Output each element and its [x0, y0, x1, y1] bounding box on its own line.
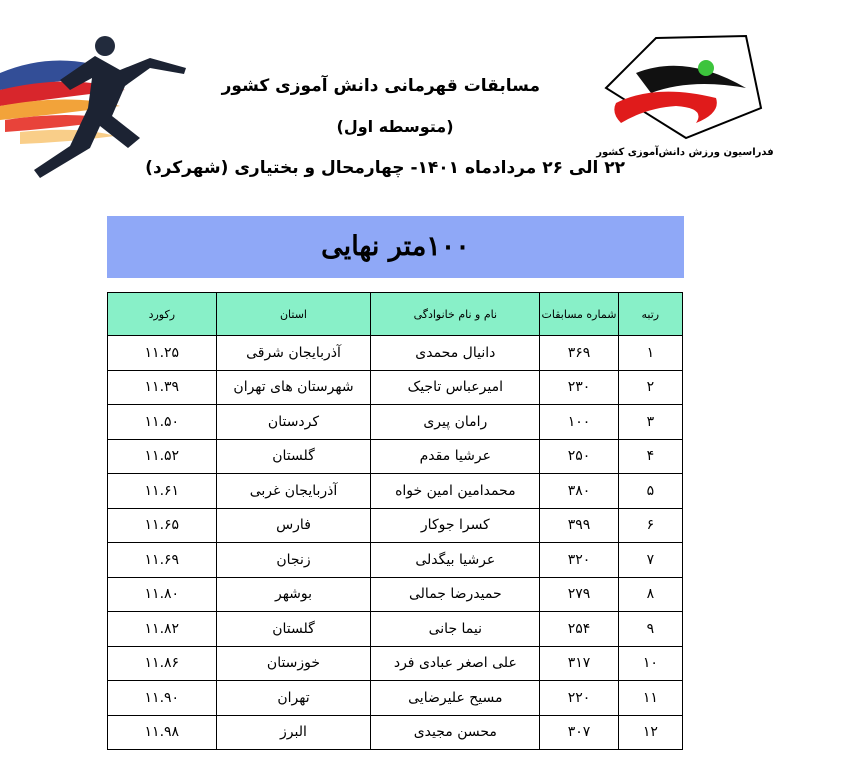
- table-row: [108, 577, 683, 612]
- cell-rank: ۲: [618, 370, 682, 405]
- table-row: [108, 405, 683, 440]
- cell-record: ۱۱.۹۰: [108, 681, 217, 716]
- header-number: شماره مسابقات: [540, 293, 618, 336]
- competition-title: مسابقات قهرمانی دانش آموزی کشور: [221, 76, 540, 96]
- cell-name: علی اصغر عبادی فرد: [371, 646, 540, 681]
- federation-name: فدراسیون ورزش دانش‌آموزی کشور: [596, 147, 774, 158]
- cell-name: رامان پیری: [371, 405, 540, 440]
- cell-number: ۳۹۹: [540, 508, 618, 543]
- cell-province: زنجان: [216, 543, 371, 578]
- cell-number: ۳۱۷: [540, 646, 618, 681]
- cell-name: مسیح علیرضایی: [371, 681, 540, 716]
- cell-province: گلستان: [216, 439, 371, 474]
- cell-record: ۱۱.۶۹: [108, 543, 217, 578]
- header-province: استان: [216, 293, 371, 336]
- cell-number: ۲۵۰: [540, 439, 618, 474]
- cell-rank: ۱۲: [618, 715, 682, 750]
- cell-record: ۱۱.۵۲: [108, 439, 217, 474]
- cell-province: خوزستان: [216, 646, 371, 681]
- competition-level: (متوسطه اول): [336, 117, 454, 136]
- cell-record: ۱۱.۸۲: [108, 612, 217, 647]
- cell-province: آذربایجان غربی: [216, 474, 371, 509]
- event-title: ۱۰۰متر نهایی: [321, 231, 470, 262]
- cell-number: ۲۲۰: [540, 681, 618, 716]
- cell-name: نیما جانی: [371, 612, 540, 647]
- cell-rank: ۱: [618, 336, 682, 371]
- table-header-row: [108, 293, 683, 336]
- cell-name: محسن مجیدی: [371, 715, 540, 750]
- table-row: [108, 336, 683, 371]
- cell-record: ۱۱.۸۰: [108, 577, 217, 612]
- cell-number: ۳۰۷: [540, 715, 618, 750]
- cell-number: ۱۰۰: [540, 405, 618, 440]
- cell-name: امیرعباس تاجیک: [371, 370, 540, 405]
- cell-name: عرشیا مقدم: [371, 439, 540, 474]
- date-location: ۲۲ الی ۲۶ مردادماه ۱۴۰۱- چهارمحال و بختیاری (شهرکرد): [145, 158, 625, 178]
- cell-name: حمیدرضا جمالی: [371, 577, 540, 612]
- table-row: [108, 681, 683, 716]
- cell-name: عرشیا بیگدلی: [371, 543, 540, 578]
- cell-rank: ۶: [618, 508, 682, 543]
- table-row: [108, 612, 683, 647]
- cell-record: ۱۱.۶۱: [108, 474, 217, 509]
- cell-province: تهران: [216, 681, 371, 716]
- event-banner: [107, 216, 684, 278]
- cell-rank: ۱۱: [618, 681, 682, 716]
- header-record: رکورد: [108, 293, 217, 336]
- cell-name: دانیال محمدی: [371, 336, 540, 371]
- table-row: [108, 370, 683, 405]
- cell-rank: ۷: [618, 543, 682, 578]
- cell-province: کردستان: [216, 405, 371, 440]
- cell-record: ۱۱.۳۹: [108, 370, 217, 405]
- table-row: [108, 646, 683, 681]
- cell-rank: ۸: [618, 577, 682, 612]
- header-rank: رتبه: [618, 293, 682, 336]
- cell-record: ۱۱.۶۵: [108, 508, 217, 543]
- cell-number: ۲۷۹: [540, 577, 618, 612]
- cell-number: ۲۳۰: [540, 370, 618, 405]
- cell-number: ۳۶۹: [540, 336, 618, 371]
- cell-number: ۲۵۴: [540, 612, 618, 647]
- results-table: [107, 292, 683, 750]
- cell-name: کسرا جوکار: [371, 508, 540, 543]
- table-row: [108, 543, 683, 578]
- cell-province: فارس: [216, 508, 371, 543]
- table-row: [108, 715, 683, 750]
- cell-province: گلستان: [216, 612, 371, 647]
- federation-logo-icon: [596, 28, 766, 143]
- table-row: [108, 474, 683, 509]
- table-row: [108, 439, 683, 474]
- header-name: نام و نام خانوادگی: [371, 293, 540, 336]
- table-row: [108, 508, 683, 543]
- cell-rank: ۹: [618, 612, 682, 647]
- cell-record: ۱۱.۲۵: [108, 336, 217, 371]
- cell-number: ۳۲۰: [540, 543, 618, 578]
- cell-province: آذربایجان شرقی: [216, 336, 371, 371]
- cell-record: ۱۱.۸۶: [108, 646, 217, 681]
- cell-rank: ۳: [618, 405, 682, 440]
- cell-record: ۱۱.۹۸: [108, 715, 217, 750]
- cell-rank: ۱۰: [618, 646, 682, 681]
- cell-rank: ۵: [618, 474, 682, 509]
- cell-number: ۳۸۰: [540, 474, 618, 509]
- cell-province: بوشهر: [216, 577, 371, 612]
- cell-province: البرز: [216, 715, 371, 750]
- cell-record: ۱۱.۵۰: [108, 405, 217, 440]
- cell-name: محمدامین امین خواه: [371, 474, 540, 509]
- cell-rank: ۴: [618, 439, 682, 474]
- cell-province: شهرستان های تهران: [216, 370, 371, 405]
